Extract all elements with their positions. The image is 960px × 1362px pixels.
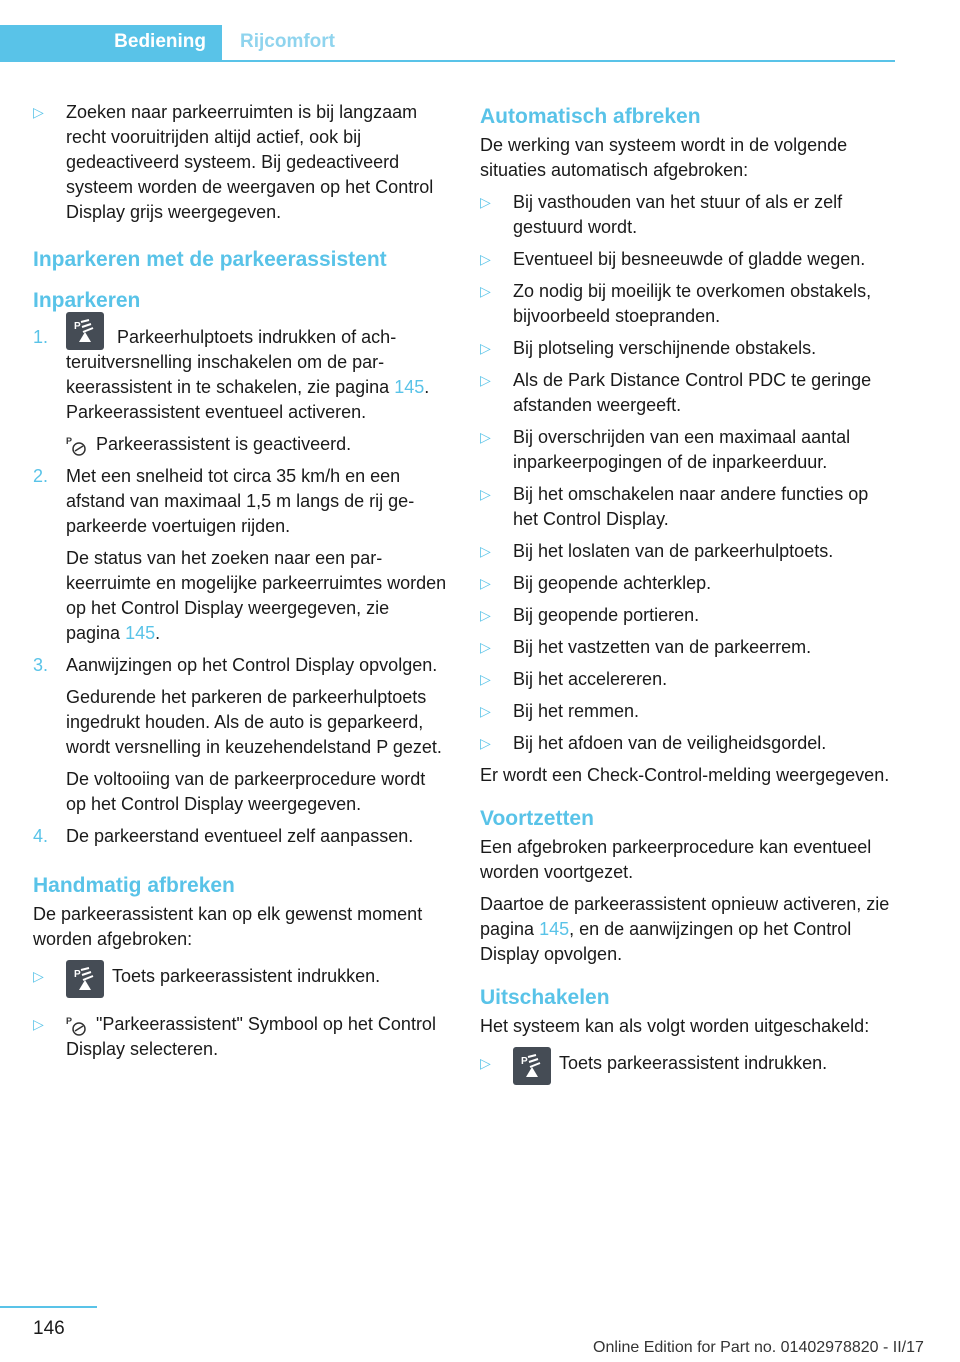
tab-bediening[interactable] <box>0 25 222 61</box>
svg-text:P: P <box>74 321 81 333</box>
bullet-icon: ▷ <box>480 283 491 299</box>
svg-text:P: P <box>66 435 73 446</box>
paragraph: De werking van systeem wordt in de volgende situaties automatisch afgebroken: <box>480 135 848 180</box>
step-number: 3. <box>33 655 49 676</box>
step-3 <box>33 653 448 817</box>
paragraph <box>480 892 895 967</box>
step-text: De parkeerstand eventueel zelf aanpassen. <box>66 826 414 847</box>
auto-abort-list <box>480 190 895 756</box>
list-item-text: Bij geopende portieren. <box>513 605 700 625</box>
list-item-text: Bij plotseling verschijnende obstakels. <box>513 338 817 358</box>
page-link[interactable]: 145 <box>394 377 425 398</box>
list-item <box>480 731 895 756</box>
paragraph: Er wordt een Check-Control-melding weergegeven. <box>480 765 890 785</box>
step-number: 4. <box>33 826 49 847</box>
step-note-text: De status van het zoeken naar een parkeerruimte en mogelijke parkeerruimtes worden op het Control Display weergegeven, zie pagina <box>66 548 447 644</box>
step-note-text: . <box>155 623 161 644</box>
bullet-icon: ▷ <box>480 639 491 655</box>
paragraph-text: , en de aanwijzingen op het Control Display opvolgen. <box>480 919 852 964</box>
step-number: 2. <box>33 466 49 487</box>
edition-note: Online Edition for Part no. 01402978820 - II/17 <box>593 1339 924 1356</box>
bullet-icon: ▷ <box>480 607 491 623</box>
subsection-heading: Handmatig afbreken <box>33 874 235 898</box>
park-assist-button-icon <box>66 312 104 350</box>
list-item <box>480 699 895 724</box>
step-text: Met een snelheid tot circa 35 km/h en een afstand van maximaal 1,5 m langs de rij geparkeerde voertuigen rijden. <box>66 466 415 537</box>
page-number: 146 <box>33 1318 65 1339</box>
list-item-text: Eventueel bij besneeuwde of gladde wegen. <box>513 249 866 269</box>
section-heading: Inparkeren met de parkeerassistent <box>33 248 387 271</box>
step-note <box>66 546 448 646</box>
step-2 <box>33 464 448 646</box>
list-item <box>480 190 895 240</box>
list-item-text: Bij het accelereren. <box>513 669 668 689</box>
list-item-text: Bij het vastzetten van de parkeerrem. <box>513 637 812 657</box>
page-header <box>0 0 895 62</box>
subsection-heading: Automatisch afbreken <box>480 105 701 128</box>
footer-divider <box>0 1306 97 1308</box>
list-item-text: Bij het remmen. <box>513 701 640 721</box>
paragraph: De parkeerassistent kan op elk gewenst moment worden afgebroken: <box>33 904 423 950</box>
step-note <box>66 432 448 457</box>
svg-text:P: P <box>66 1015 73 1026</box>
list-item <box>480 635 895 660</box>
tab-rijcomfort[interactable]: Rijcomfort <box>240 31 335 52</box>
list-item-text: Toets parkeerassistent indrukken. <box>559 1053 828 1073</box>
step-note: Gedurende het parkeren de parkeerhulptoets ingedrukt houden. Als de auto is geparkeerd, wordt versnelling in keuzehendelstand P gezet. <box>66 687 442 758</box>
bullet-icon: ▷ <box>480 1055 491 1071</box>
park-assist-button-icon <box>513 1047 551 1085</box>
list-item <box>480 571 895 596</box>
bullet-icon: ▷ <box>480 194 491 210</box>
paragraph: Het systeem kan als volgt worden uitgeschakeld: <box>480 1016 870 1036</box>
paragraph-text: Daartoe de parkeerassistent opnieuw activeren, zie pagina <box>480 894 890 939</box>
paragraph: Een afgebroken parkeerprocedure kan eventueel worden voortgezet. <box>480 837 872 882</box>
list-item-text: "Parkeerassistent" Symbool op het Control Display selecteren. <box>66 1014 436 1060</box>
list-item-text: Als de Park Distance Control PDC te geringe afstanden weergeeft. <box>513 370 872 415</box>
step-text: . Parkeerassistent eventueel activeren. <box>66 377 430 423</box>
right-column <box>480 100 895 1092</box>
park-assist-symbol-icon <box>66 435 88 457</box>
list-item <box>480 1051 895 1085</box>
list-item-text: Bij het omschakelen naar andere functies op het Control Display. <box>513 484 869 529</box>
bullet-icon: ▷ <box>480 735 491 751</box>
bullet-icon: ▷ <box>33 968 44 985</box>
tab-bediening-label: Bediening <box>114 31 206 52</box>
svg-text:P: P <box>74 969 81 981</box>
bullet-icon: ▷ <box>480 486 491 502</box>
list-item-text: Toets parkeerassistent indrukken. <box>112 966 381 987</box>
subsection-heading: Uitschakelen <box>480 986 610 1009</box>
step-4 <box>33 824 448 849</box>
bullet-icon: ▷ <box>480 671 491 687</box>
subsection-heading: Inparkeren <box>33 289 141 312</box>
list-item <box>33 100 448 225</box>
bullet-icon: ▷ <box>480 543 491 559</box>
step-text: Aanwijzingen op het Control Display opvolgen. <box>66 655 438 676</box>
list-item-text: Bij het loslaten van de parkeerhulptoets. <box>513 541 834 561</box>
park-assist-button-icon <box>66 960 104 998</box>
step-note: De voltooiing van de parkeerprocedure wordt op het Control Display weergegeven. <box>66 769 426 815</box>
list-item-text: Bij geopende achterklep. <box>513 573 712 593</box>
list-item <box>480 279 895 329</box>
list-item <box>480 425 895 475</box>
list-item <box>480 482 895 532</box>
list-item <box>480 667 895 692</box>
bullet-icon: ▷ <box>480 703 491 719</box>
step-1 <box>33 321 448 457</box>
step-number: 1. <box>33 327 49 347</box>
header-divider <box>0 60 895 62</box>
list-item-text: Bij het afdoen van de veiligheidsgordel. <box>513 733 827 753</box>
list-item <box>480 368 895 418</box>
page-link[interactable]: 145 <box>539 919 570 939</box>
list-item-text: Bij vasthouden van het stuur of als er zelf gestuurd wordt. <box>513 192 843 237</box>
list-item <box>480 247 895 272</box>
bullet-icon: ▷ <box>480 251 491 267</box>
step-text: Parkeerhulptoets indrukken of achteruitversnelling inschakelen om de parkeerassistent in te schakelen, zie pagina <box>66 327 397 398</box>
step-note-text: Parkeerassistent is geactiveerd. <box>96 434 352 455</box>
list-item <box>480 336 895 361</box>
page-link[interactable]: 145 <box>125 623 156 644</box>
list-item-text: Bij overschrijden van een maximaal aantal inparkeerpogingen of de inparkeerduur. <box>513 427 851 472</box>
list-item <box>33 1012 448 1062</box>
subsection-heading: Voortzetten <box>480 807 594 830</box>
bullet-icon: ▷ <box>33 1016 44 1033</box>
bullet-icon: ▷ <box>33 104 44 120</box>
list-item <box>33 964 448 998</box>
park-assist-symbol-icon <box>66 1015 88 1037</box>
list-item-text: Zo nodig bij moeilijk te overkomen obstakels, bijvoorbeeld stoepranden. <box>513 281 872 326</box>
list-item <box>480 603 895 628</box>
bullet-icon: ▷ <box>480 340 491 356</box>
svg-text:P: P <box>521 1056 528 1067</box>
list-item-text: Zoeken naar parkeerruimten is bij langzaam recht vooruitrijden altijd actief, ook bij gedeactiveerd systeem. Bij gedeactiveerd systeem worden de weergaven op het Control Display grijs weergegeven. <box>66 102 434 222</box>
left-column <box>33 100 448 1069</box>
bullet-icon: ▷ <box>480 575 491 591</box>
bullet-icon: ▷ <box>480 372 491 388</box>
list-item <box>480 539 895 564</box>
bullet-icon: ▷ <box>480 429 491 445</box>
